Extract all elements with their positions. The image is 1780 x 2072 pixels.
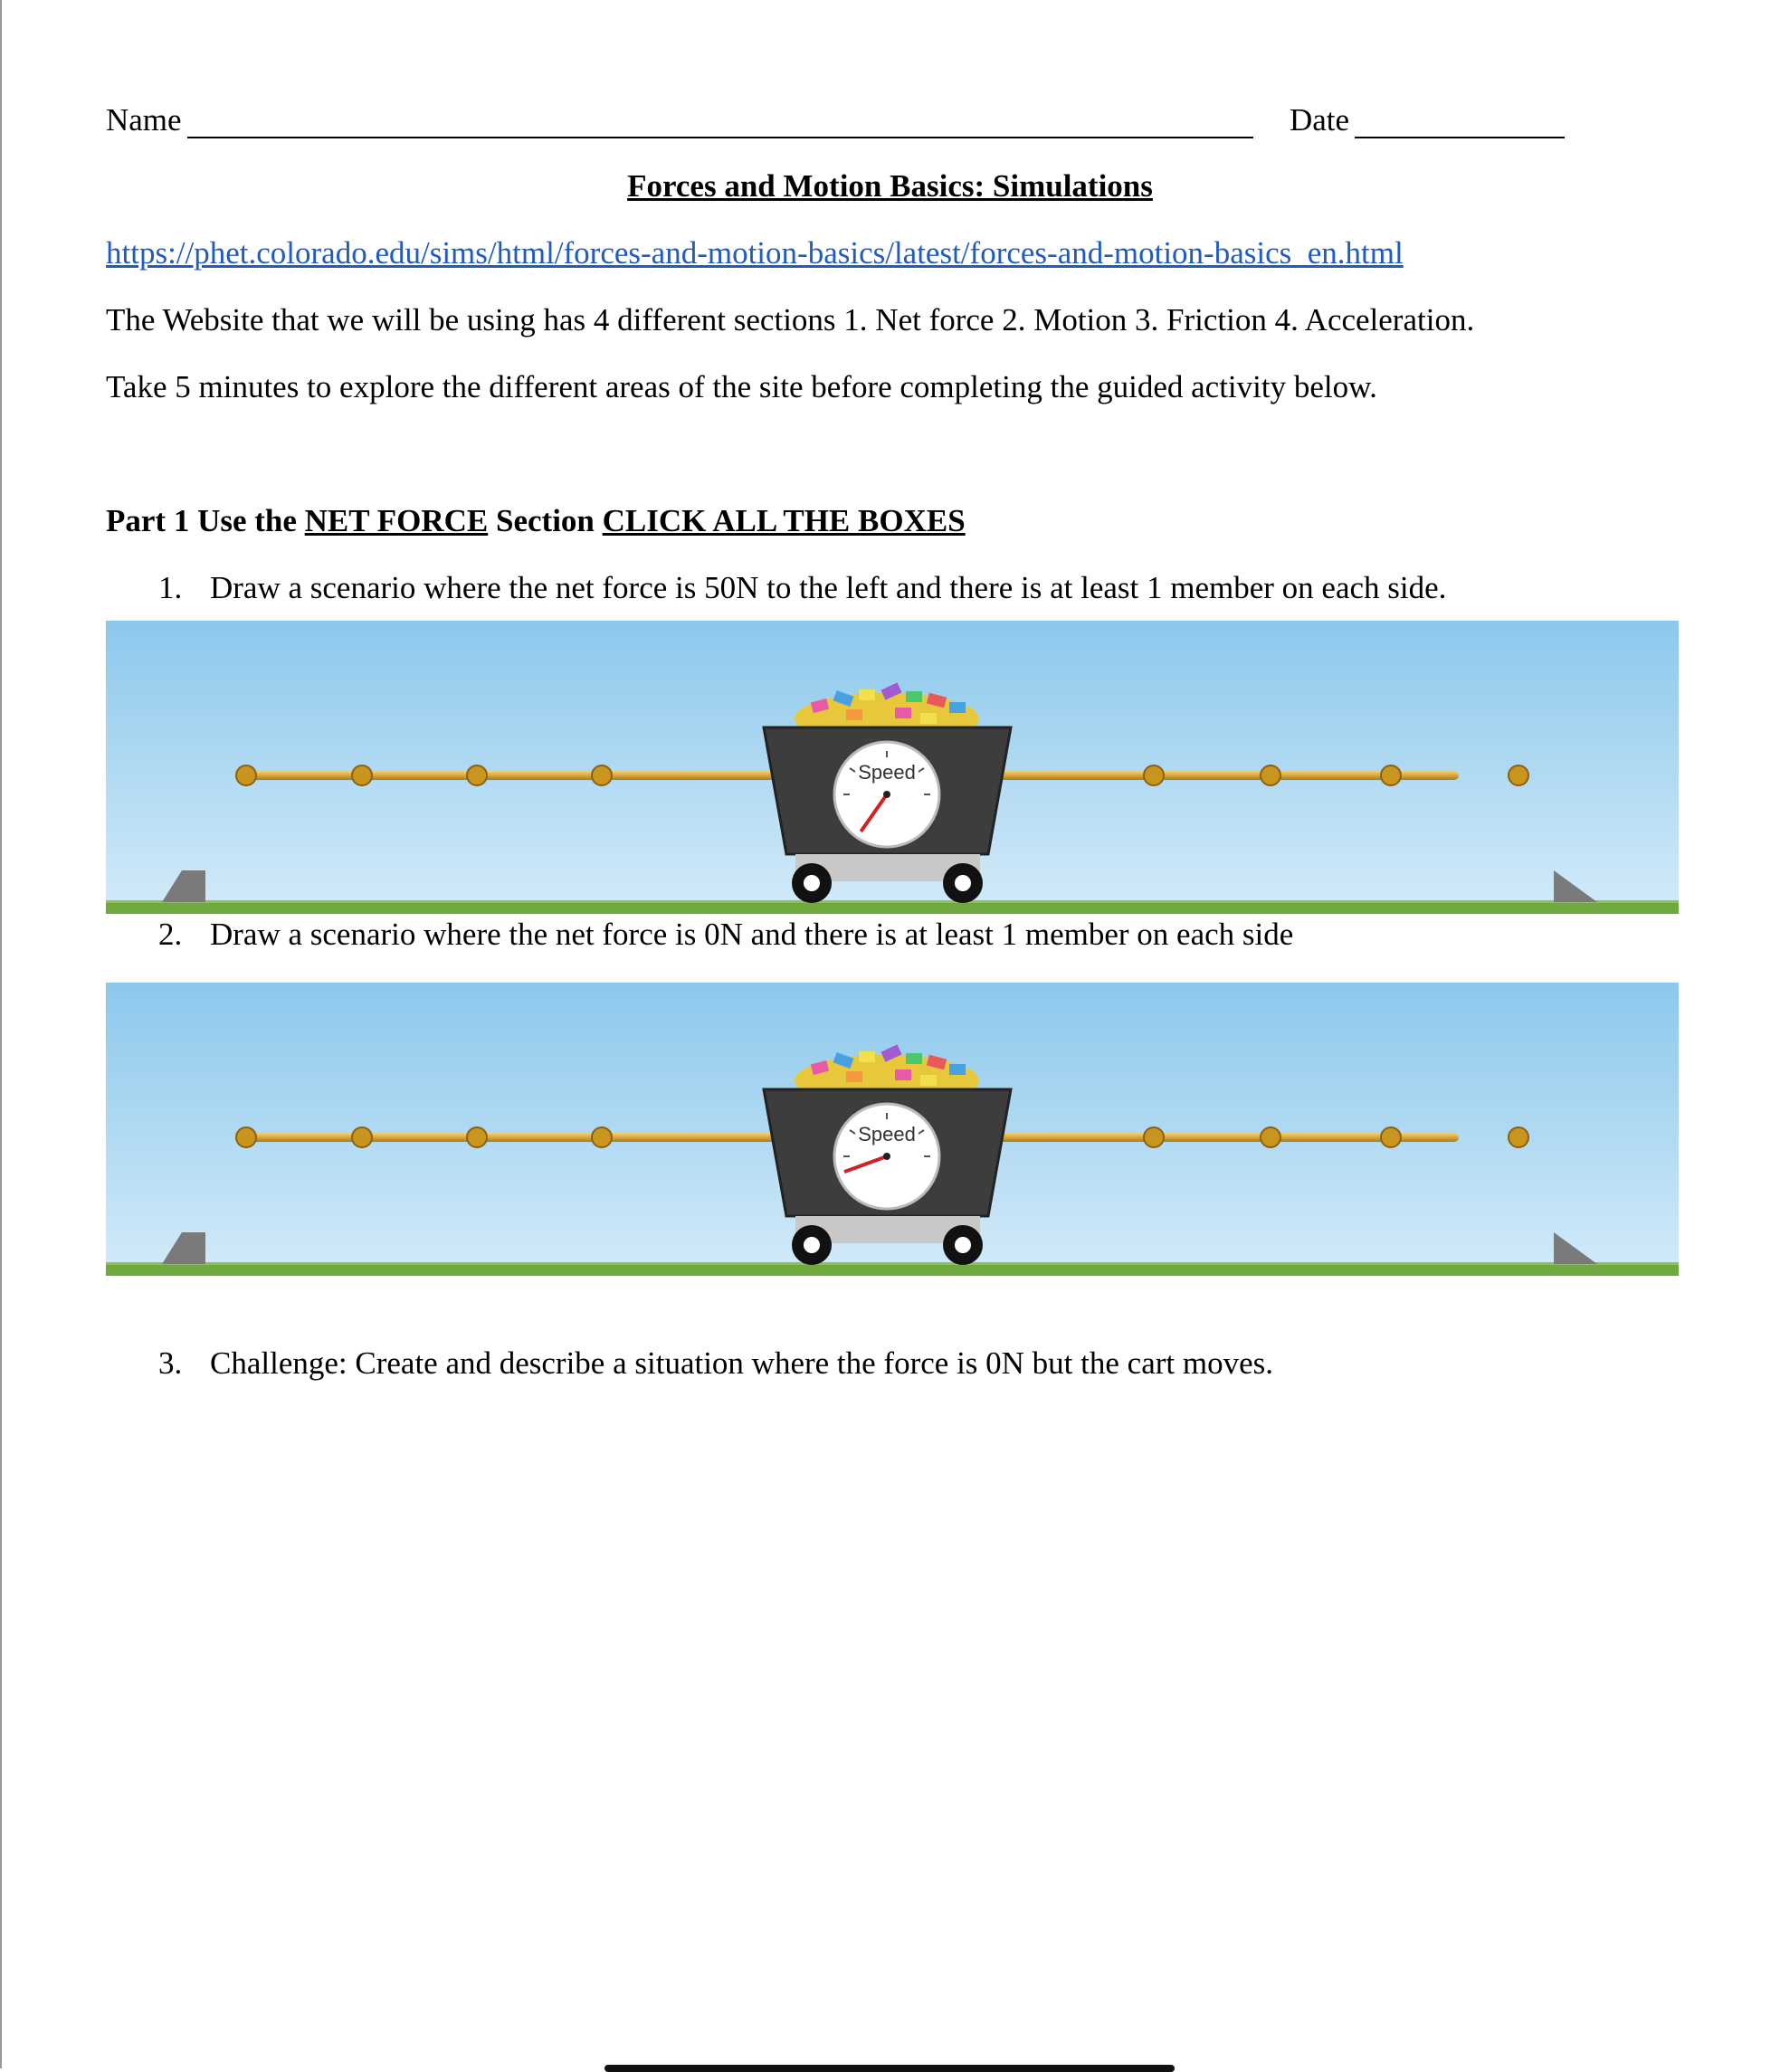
left-wheel-hub bbox=[804, 875, 820, 891]
part1-prefix: Part 1 Use the bbox=[106, 503, 297, 538]
rope-knot[interactable] bbox=[1509, 1127, 1528, 1147]
simulation-1 bbox=[106, 621, 1679, 914]
name-label: Name bbox=[106, 102, 182, 138]
right-wheel-hub bbox=[955, 875, 971, 891]
intro-line-1: The Website that we will be using has 4 different sections 1. Net force 2. Motion 3. Friction 4. Acceleration. bbox=[106, 302, 1475, 337]
speed-label: Speed bbox=[858, 1123, 916, 1145]
question-2-text: Draw a scenario where the net force is 0N and there is at least 1 member on each side bbox=[210, 917, 1294, 952]
intro-line-2: Take 5 minutes to explore the different areas of the site before completing the guided activity below. bbox=[106, 369, 1377, 404]
rope-knot[interactable] bbox=[592, 1127, 612, 1147]
page-left-edge bbox=[0, 0, 2, 2068]
grass-top bbox=[106, 1262, 1679, 1265]
click-all-label: CLICK ALL THE BOXES bbox=[602, 503, 966, 538]
grass-top bbox=[106, 900, 1679, 903]
speed-label: Speed bbox=[858, 761, 916, 784]
rope-knot[interactable] bbox=[467, 1127, 487, 1147]
rope-knot[interactable] bbox=[1509, 765, 1528, 785]
rope-knot[interactable] bbox=[1261, 765, 1280, 785]
left-wheel-hub bbox=[804, 1237, 820, 1253]
part1-heading bbox=[106, 503, 966, 539]
rope-knot[interactable] bbox=[352, 765, 372, 785]
home-indicator[interactable] bbox=[604, 2065, 1175, 2072]
phet-link[interactable]: https://phet.colorado.edu/sims/html/forces-and-motion-basics/latest/forces-and-motion-basics_en.html bbox=[106, 235, 1404, 271]
question-2-number: 2. bbox=[158, 917, 183, 952]
rope-knot[interactable] bbox=[236, 1127, 256, 1147]
grass bbox=[106, 1264, 1679, 1276]
question-3-number: 3. bbox=[158, 1345, 183, 1381]
question-1-number: 1. bbox=[158, 570, 183, 605]
part1-middle: Section bbox=[496, 503, 595, 538]
grass bbox=[106, 902, 1679, 914]
rope-knot[interactable] bbox=[1144, 1127, 1164, 1147]
needle-hub bbox=[883, 1153, 890, 1160]
question-3-text: Challenge: Create and describe a situation where the force is 0N but the cart moves. bbox=[210, 1345, 1273, 1381]
rope-knot[interactable] bbox=[1381, 765, 1401, 785]
rope-knot[interactable] bbox=[467, 765, 487, 785]
rope-knot[interactable] bbox=[236, 765, 256, 785]
date-blank[interactable] bbox=[1355, 137, 1565, 138]
rope-knot[interactable] bbox=[592, 765, 612, 785]
simulation-2 bbox=[106, 983, 1679, 1276]
rope-knot[interactable] bbox=[352, 1127, 372, 1147]
rope-knot[interactable] bbox=[1381, 1127, 1401, 1147]
date-label: Date bbox=[1290, 102, 1350, 138]
page-title: Forces and Motion Basics: Simulations bbox=[627, 168, 1153, 204]
rope-knot[interactable] bbox=[1261, 1127, 1280, 1147]
net-force-label: NET FORCE bbox=[304, 503, 489, 538]
rope-knot[interactable] bbox=[1144, 765, 1164, 785]
name-blank[interactable] bbox=[187, 137, 1253, 138]
needle-hub bbox=[883, 791, 890, 798]
right-wheel-hub bbox=[955, 1237, 971, 1253]
question-1-text: Draw a scenario where the net force is 50N to the left and there is at least 1 member on each side. bbox=[210, 570, 1447, 605]
